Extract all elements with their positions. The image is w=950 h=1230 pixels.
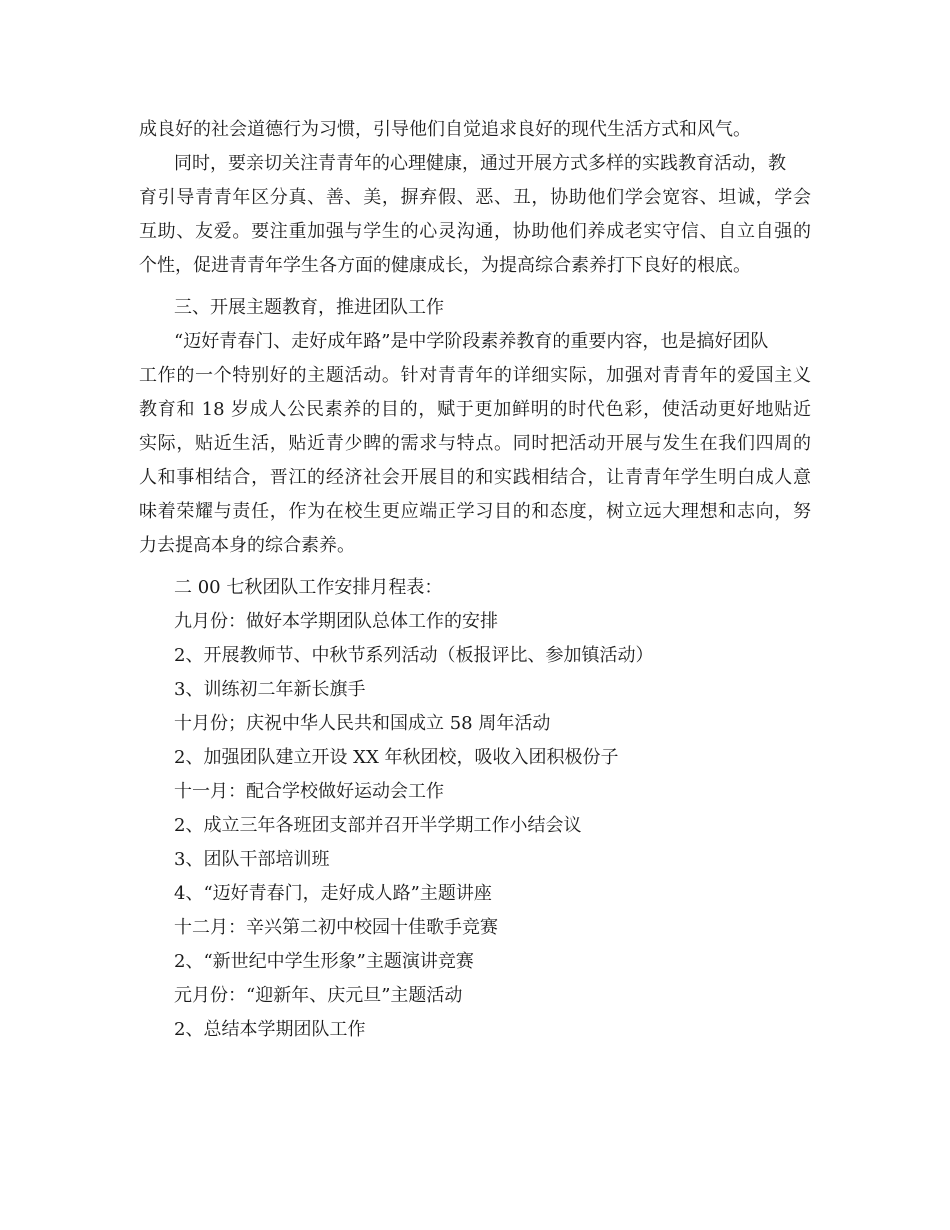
schedule-item: 元月份：“迎新年、庆元旦”主题活动 (174, 985, 463, 1006)
schedule-item: 十二月：辛兴第二初中校园十佳歌手竞赛 (174, 917, 498, 938)
schedule-item: 3、团队干部培训班 (174, 849, 330, 870)
paragraph-line: 教育和 18 岁成人公民素养的目的，赋于更加鲜明的时代色彩，使活动更好地贴近 (139, 399, 811, 420)
schedule-item: 2、“新世纪中学生形象”主题演讲竞赛 (174, 951, 474, 972)
schedule-item: 3、训练初二年新长旗手 (174, 679, 366, 700)
paragraph-line: 同时，要亲切关注青青年的心理健康，通过开展方式多样的实践教育活动，教 (174, 153, 786, 174)
schedule-item: 十月份；庆祝中华人民共和国成立 58 周年活动 (174, 713, 551, 734)
schedule-item: 2、加强团队建立开设 XX 年秋团校，吸收入团积极份子 (174, 747, 619, 768)
paragraph-line: 工作的一个特别好的主题活动。针对青青年的详细实际，加强对青青年的爱国主义 (139, 365, 811, 386)
schedule-title: 二 00 七秋团队工作安排月程表： (174, 577, 443, 598)
paragraph-line: 互助、友爱。要注重加强与学生的心灵沟通，协助他们养成老实守信、自立自强的 (139, 221, 811, 242)
paragraph-line: 实际，贴近生活，贴近青少睥的需求与特点。同时把活动开展与发生在我们四周的 (139, 433, 811, 454)
section-heading: 三、开展主题教育，推进团队工作 (174, 297, 444, 318)
paragraph-line: 成良好的社会道德行为习惯，引导他们自觉追求良好的现代生活方式和风气。 (139, 119, 751, 140)
schedule-item: 十一月：配合学校做好运动会工作 (174, 781, 444, 802)
schedule-item: 九月份：做好本学期团队总体工作的安排 (174, 611, 498, 632)
paragraph-line: 育引导青青年区分真、善、美，摒弃假、恶、丑，协助他们学会宽容、坦诚，学会 (139, 187, 811, 208)
paragraph-line: 力去提高本身的综合素养。 (139, 535, 355, 556)
schedule-item: 2、总结本学期团队工作 (174, 1019, 366, 1040)
paragraph-line: 人和事相结合，晋江的经济社会开展目的和实践相结合，让青青年学生明白成人意 (139, 467, 811, 488)
schedule-item: 2、成立三年各班团支部并召开半学期工作小结会议 (174, 815, 582, 836)
paragraph-line: 个性，促进青青年学生各方面的健康成长，为提高综合素养打下良好的根底。 (139, 255, 751, 276)
schedule-item: 4、“迈好青春门，走好成人路”主题讲座 (174, 883, 492, 904)
paragraph-line: 味着荣耀与责任，作为在校生更应端正学习目的和态度，树立远大理想和志向，努 (139, 501, 811, 522)
schedule-item: 2、开展教师节、中秋节系列活动（板报评比、参加镇活动） (174, 645, 654, 666)
paragraph-line: “迈好青春门、走好成年路”是中学阶段素养教育的重要内容，也是搞好团队 (174, 331, 769, 352)
